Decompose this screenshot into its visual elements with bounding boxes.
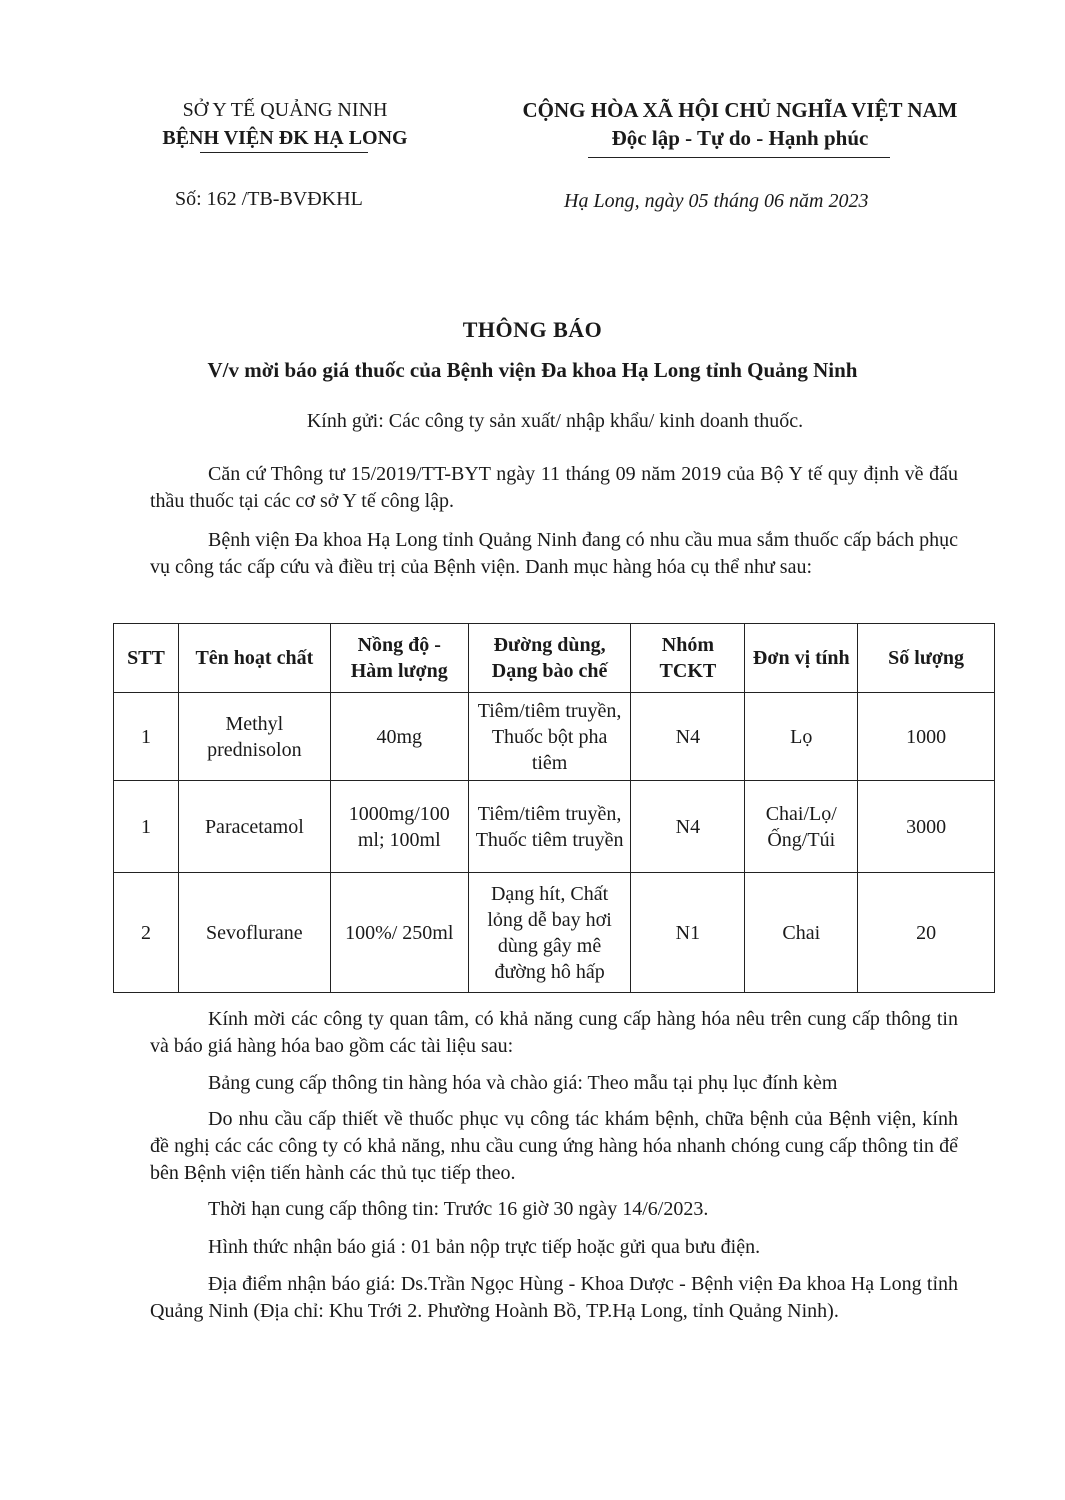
cell-ingredient: Methyl prednisolon bbox=[178, 693, 330, 781]
cell-group: N4 bbox=[631, 781, 745, 873]
header-concentration: Nồng độ - Hàm lượng bbox=[330, 624, 468, 693]
paragraph-documents: Bảng cung cấp thông tin hàng hóa và chào giá: Theo mẫu tại phụ lục đính kèm bbox=[208, 1072, 838, 1094]
paragraph-legal-basis: Căn cứ Thông tư 15/2019/TT-BYT ngày 11 tháng 09 năm 2019 của Bộ Y tế quy định về đấu thầu thuốc tại các cơ sở Y tế công lập. bbox=[150, 463, 958, 512]
header-active-ingredient: Tên hoạt chất bbox=[178, 624, 330, 693]
table-header-row bbox=[114, 624, 995, 693]
agency-block bbox=[120, 96, 450, 152]
document-subject: V/v mời báo giá thuốc của Bệnh viện Đa khoa Hạ Long tỉnh Quảng Ninh bbox=[207, 358, 858, 382]
paragraph-need: Bệnh viện Đa khoa Hạ Long tỉnh Quảng Ninh đang có nhu cầu mua sắm thuốc cấp bách phục vụ công tác cấp cứu và điều trị của Bệnh viện. Danh mục hàng hóa cụ thể như sau: bbox=[150, 529, 958, 578]
paragraph-submission-place: Địa điểm nhận báo giá: Ds.Trần Ngọc Hùng - Khoa Dược - Bệnh viện Đa khoa Hạ Long tỉnh Quảng Ninh (Địa chỉ: Khu Trới 2. Phường Hoành Bồ, TP.Hạ Long, tỉnh Quảng Ninh). bbox=[150, 1273, 958, 1322]
table-row bbox=[114, 873, 995, 993]
cell-group: N1 bbox=[631, 873, 745, 993]
paragraph-deadline: Thời hạn cung cấp thông tin: Trước 16 giờ 30 ngày 14/6/2023. bbox=[208, 1198, 709, 1220]
header-group: Nhóm TCKT bbox=[631, 624, 745, 693]
goods-table bbox=[113, 623, 995, 993]
paragraph-urgency: Do nhu cầu cấp thiết về thuốc phục vụ công tác khám bệnh, chữa bệnh của Bệnh viện, kính đề nghị các các công ty có khả năng, nhu cầu cung ứng hàng hóa nhanh chóng cung cấp thông tin để bên Bệnh viện tiến hành các thủ tục tiếp theo. bbox=[150, 1108, 958, 1184]
header-route-form: Đường dùng, Dạng bào chế bbox=[468, 624, 631, 693]
header-unit: Đơn vị tính bbox=[745, 624, 858, 693]
motto: Độc lập - Tự do - Hạnh phúc bbox=[611, 126, 869, 150]
cell-group: N4 bbox=[631, 693, 745, 781]
agency-name: BỆNH VIỆN ĐK HẠ LONG bbox=[162, 127, 408, 149]
agency-underline bbox=[200, 152, 368, 153]
document-number: Số: 162 /TB-BVĐKHL bbox=[175, 188, 363, 210]
cell-route-form: Dạng hít, Chất lỏng dễ bay hơi dùng gây mê đường hô hấp bbox=[468, 873, 631, 993]
header-quantity: Số lượng bbox=[858, 624, 995, 693]
cell-route-form: Tiêm/tiêm truyền, Thuốc tiêm truyền bbox=[468, 781, 631, 873]
table-row bbox=[114, 781, 995, 873]
cell-ingredient: Sevoflurane bbox=[178, 873, 330, 993]
header-stt: STT bbox=[114, 624, 179, 693]
table-row bbox=[114, 693, 995, 781]
cell-quantity: 1000 bbox=[858, 693, 995, 781]
cell-concentration: 100%/ 250ml bbox=[330, 873, 468, 993]
cell-quantity: 3000 bbox=[858, 781, 995, 873]
cell-stt: 1 bbox=[114, 781, 179, 873]
country-name: CỘNG HÒA XÃ HỘI CHỦ NGHĨA VIỆT NAM bbox=[522, 98, 958, 122]
document-date: Hạ Long, ngày 05 tháng 06 năm 2023 bbox=[564, 190, 869, 212]
cell-concentration: 40mg bbox=[330, 693, 468, 781]
paragraph-invitation: Kính mời các công ty quan tâm, có khả năng cung cấp hàng hóa nêu trên cung cấp thông tin và báo giá hàng hóa bao gồm các tài liệu sau: bbox=[150, 1008, 958, 1057]
paragraph-submission-method: Hình thức nhận báo giá : 01 bản nộp trực tiếp hoặc gửi qua bưu điện. bbox=[208, 1236, 761, 1258]
cell-unit: Lọ bbox=[745, 693, 858, 781]
cell-stt: 2 bbox=[114, 873, 179, 993]
cell-stt: 1 bbox=[114, 693, 179, 781]
cell-unit: Chai bbox=[745, 873, 858, 993]
motto-underline bbox=[588, 157, 890, 158]
cell-concentration: 1000mg/100 ml; 100ml bbox=[330, 781, 468, 873]
cell-quantity: 20 bbox=[858, 873, 995, 993]
cell-route-form: Tiêm/tiêm truyền, Thuốc bột pha tiêm bbox=[468, 693, 631, 781]
cell-ingredient: Paracetamol bbox=[178, 781, 330, 873]
cell-unit: Chai/Lọ/ Ống/Túi bbox=[745, 781, 858, 873]
recipient-line: Kính gửi: Các công ty sản xuất/ nhập khẩu/ kinh doanh thuốc. bbox=[306, 410, 804, 432]
agency-parent: SỞ Y TẾ QUẢNG NINH bbox=[182, 99, 388, 121]
document-title: THÔNG BÁO bbox=[462, 317, 603, 342]
national-motto-block bbox=[485, 96, 995, 152]
